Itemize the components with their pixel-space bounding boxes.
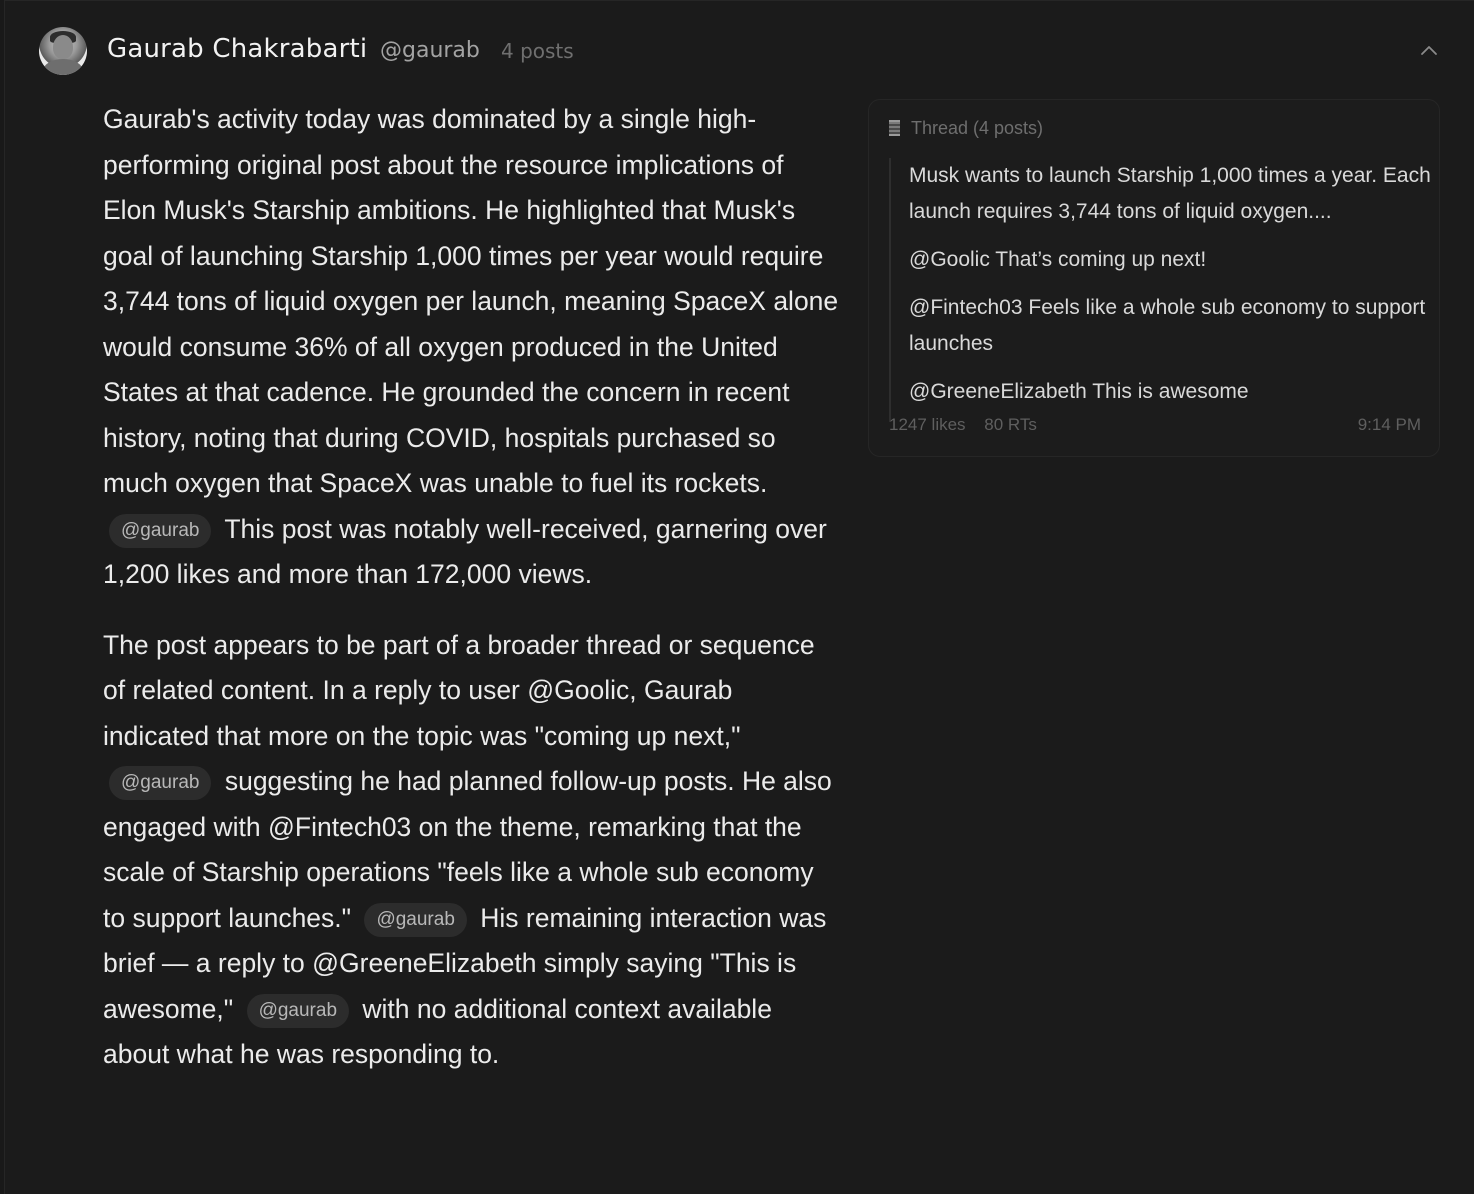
post-time: 9:14 PM <box>1357 415 1421 434</box>
post-count: 4 posts <box>501 39 574 63</box>
summary-text: with no additional context available about what he was responding to. <box>103 993 772 1069</box>
thread-post[interactable]: Musk wants to launch Starship 1,000 times a year. Each launch requires 3,744 tons of liquid oxygen.... <box>909 164 1431 223</box>
avatar-shoulders <box>43 59 83 75</box>
retweets-count: 80 RTs <box>984 415 1037 434</box>
citation-pill[interactable]: @gaurab <box>109 766 211 800</box>
summary-paragraph <box>103 97 843 598</box>
summary-text: Gaurab's activity today was dominated by a single high-performing original post about the resource implications of Elon Musk's Starship ambitions. He highlighted that Musk's goal of launching Starship 1,000 times per year would require 3,744 tons of liquid oxygen per launch, meaning SpaceX alone would consume 36% of all oxygen produced in the United States at that cadence. He grounded the concern in recent history, noting that during COVID, hospitals purchased so much oxygen that SpaceX was unable to fuel its rockets. <box>103 104 839 498</box>
thread-stats <box>889 415 1421 435</box>
author-name[interactable]: Gaurab Chakrabarti <box>107 34 368 64</box>
thread-post[interactable]: @Goolic That’s coming up next! <box>909 248 1207 271</box>
thread-card[interactable] <box>868 99 1440 457</box>
summary-text: suggesting he had planned follow-up posts. He also engaged with @Fintech03 on the theme, remarking that the scale of Starship operations "feels like a whole sub economy to support launches." <box>103 766 832 933</box>
citation-pill[interactable]: @gaurab <box>364 903 466 937</box>
activity-summary <box>103 97 843 1103</box>
summary-text: The post appears to be part of a broader thread or sequence of related content. In a reply to user @Goolic, Gaurab indicated that more on the topic was "coming up next," <box>103 629 815 751</box>
thread-title <box>889 118 1043 139</box>
citation-pill[interactable]: @gaurab <box>247 994 349 1028</box>
author-header[interactable] <box>5 1 1474 101</box>
chevron-up-icon[interactable] <box>1417 39 1441 63</box>
thread-posts <box>889 158 1439 422</box>
avatar-face <box>53 35 73 59</box>
summary-text: This post was notably well-received, garnering over 1,200 likes and more than 172,000 views. <box>103 513 827 589</box>
likes-count: 1247 likes <box>889 415 966 434</box>
thread-title-text: Thread (4 posts) <box>911 118 1044 138</box>
thread-post[interactable]: @Fintech03 Feels like a whole sub economy to support launches <box>909 296 1426 355</box>
summary-text: His remaining interaction was brief — a reply to @GreeneElizabeth simply saying "This is awesome," <box>103 902 827 1024</box>
author-summary-card <box>4 0 1474 1194</box>
thread-post[interactable]: @GreeneElizabeth This is awesome <box>909 380 1249 403</box>
citation-pill[interactable]: @gaurab <box>109 514 211 548</box>
author-handle[interactable]: @gaurab <box>380 38 480 63</box>
spool-icon <box>889 120 900 136</box>
avatar[interactable] <box>39 27 87 75</box>
summary-paragraph <box>103 623 843 1078</box>
